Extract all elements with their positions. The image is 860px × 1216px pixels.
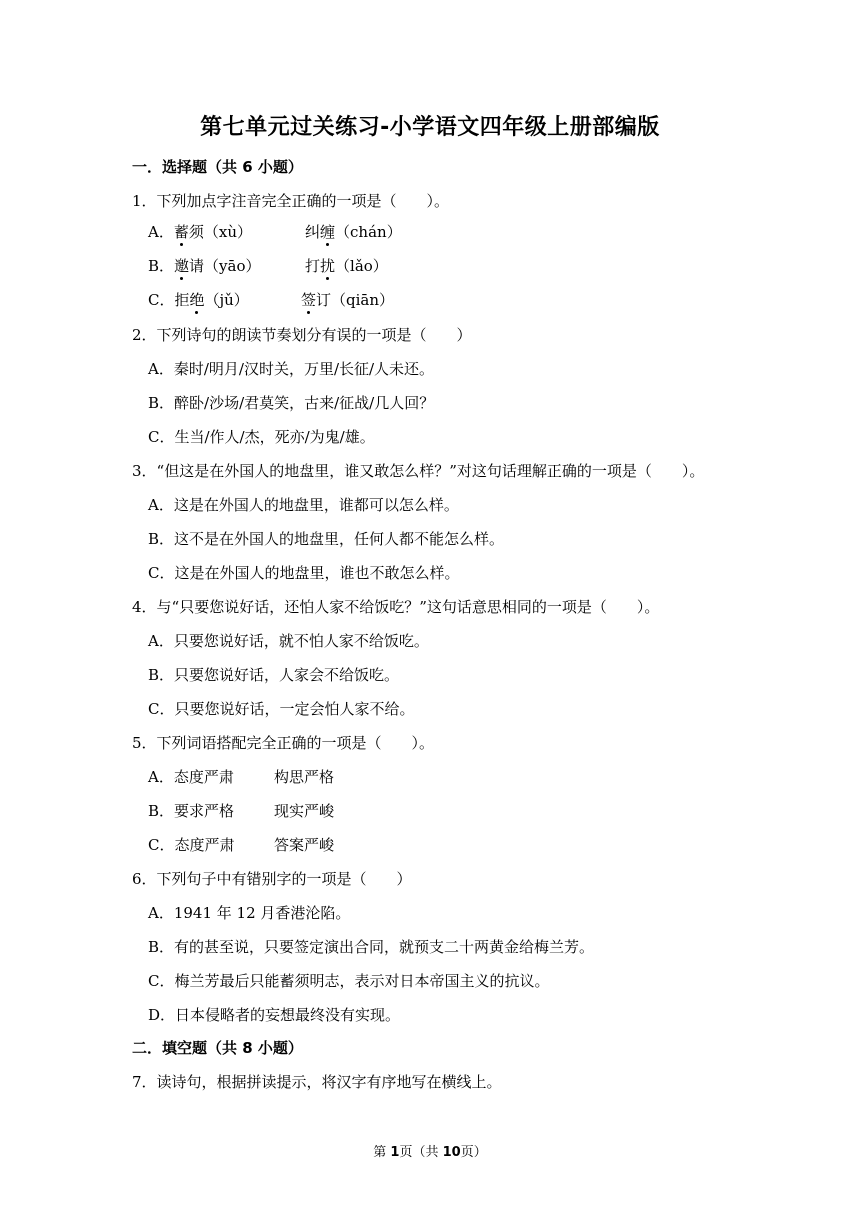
question-2-stem: 2．下列诗句的朗读节奏划分有误的一项是（ ） — [132, 326, 472, 344]
dotted-char: 绝 — [189, 291, 205, 309]
question-1-option-b-word2 — [305, 256, 388, 276]
question-3-stem: 3．“但这是在外国人的地盘里，谁又敢怎么样？”对这句话理解正确的一项是（ ）。 — [132, 462, 705, 480]
dotted-char: 缠 — [320, 223, 336, 241]
dotted-char: 邀 — [174, 257, 190, 275]
section-heading-fill: 二．填空题（共 8 小题） — [132, 1039, 303, 1057]
question-1-option-c-word2 — [301, 290, 394, 310]
total-page-count: 10 — [442, 1145, 461, 1160]
question-5-option-c: C．态度严肃 — [148, 836, 235, 854]
page-footer — [0, 1141, 860, 1160]
question-2-option-c: C．生当/作人/杰，死亦/为鬼/雄。 — [148, 428, 375, 446]
question-7-stem: 7．读诗句，根据拼读提示，将汉字有序地写在横线上。 — [132, 1073, 502, 1091]
question-1-option-b — [148, 256, 261, 276]
question-3-option-c: C．这是在外国人的地盘里，谁也不敢怎么样。 — [148, 564, 460, 582]
question-6-option-b: B．有的甚至说，只要签定演出合同，就预支二十两黄金给梅兰芳。 — [148, 938, 595, 956]
question-1-stem: 1．下列加点字注音完全正确的一项是（ ）。 — [132, 192, 450, 210]
question-1-option-a — [148, 222, 252, 242]
option-text: （lǎo） — [335, 257, 388, 275]
option-label: C．拒 — [148, 291, 190, 309]
question-2-option-a: A．秦时/明月/汉时关，万里/长征/人未还。 — [148, 360, 435, 378]
footer-text: 第 — [373, 1145, 391, 1160]
question-4-stem: 4．与“只要您说好话，还怕人家不给饭吃？”这句话意思相同的一项是（ ）。 — [132, 598, 660, 616]
question-5-option-b: B．要求严格 — [148, 802, 235, 820]
footer-text: 页） — [460, 1145, 487, 1160]
option-text: 订（qiān） — [316, 291, 395, 309]
question-3-option-a: A．这是在外国人的地盘里，谁都可以怎么样。 — [148, 496, 459, 514]
option-text: 须（xù） — [188, 223, 252, 241]
question-6-stem: 6．下列句子中有错别字的一项是（ ） — [132, 870, 412, 888]
question-1-option-c — [148, 290, 249, 310]
question-5-option-a: A．态度严肃 — [148, 768, 234, 786]
question-4-option-a: A．只要您说好话，就不怕人家不给饭吃。 — [148, 632, 429, 650]
question-3-option-b: B．这不是在外国人的地盘里，任何人都不能怎么样。 — [148, 530, 505, 548]
question-4-option-b: B．只要您说好话，人家会不给饭吃。 — [148, 666, 400, 684]
dotted-char: 签 — [301, 291, 317, 309]
question-2-option-b: B．醉卧/沙场/君莫笑，古来/征战/几人回？ — [148, 394, 435, 412]
question-6-option-a: A．1941 年 12 月香港沦陷。 — [148, 904, 351, 922]
question-5-option-c-word2: 答案严峻 — [274, 836, 335, 854]
option-text: 打 — [305, 257, 321, 275]
option-text: （jǔ） — [204, 291, 249, 309]
question-5-stem: 5．下列词语搭配完全正确的一项是（ ）。 — [132, 734, 435, 752]
option-text: （chán） — [335, 223, 402, 241]
dotted-char: 蓄 — [173, 223, 189, 241]
question-5-option-b-word2: 现实严峻 — [274, 802, 335, 820]
question-6-option-c: C．梅兰芳最后只能蓄须明志，表示对日本帝国主义的抗议。 — [148, 972, 550, 990]
option-label: A． — [148, 223, 174, 241]
page-title: 第七单元过关练习-小学语文四年级上册部编版 — [200, 115, 660, 140]
question-6-option-d: D．日本侵略者的妄想最终没有实现。 — [148, 1006, 401, 1024]
option-label: B． — [148, 257, 175, 275]
option-text: 请（yāo） — [189, 257, 261, 275]
section-heading-choice: 一．选择题（共 6 小题） — [132, 158, 303, 176]
current-page-number: 1 — [390, 1145, 400, 1160]
question-1-option-a-word2 — [305, 222, 402, 242]
dotted-char: 扰 — [320, 257, 336, 275]
question-5-option-a-word2: 构思严格 — [274, 768, 335, 786]
question-4-option-c: C．只要您说好话，一定会怕人家不给。 — [148, 700, 415, 718]
footer-text: 页（共 — [399, 1145, 443, 1160]
option-text: 纠 — [305, 223, 321, 241]
